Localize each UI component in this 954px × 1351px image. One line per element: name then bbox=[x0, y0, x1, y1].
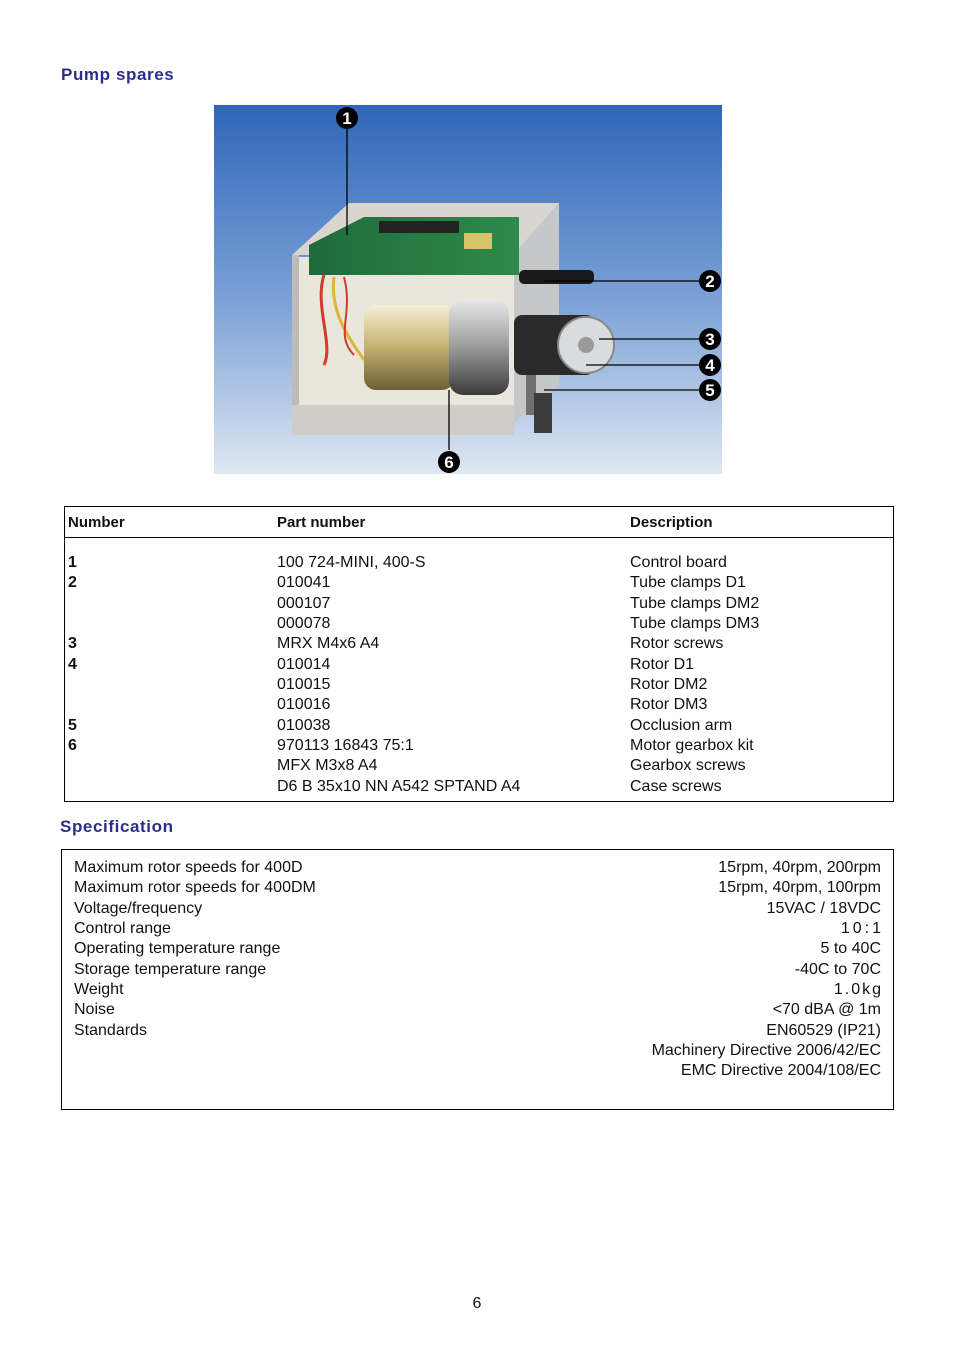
description-cell: Rotor screws bbox=[630, 635, 724, 652]
description-cell: Rotor D1 bbox=[630, 656, 695, 673]
description-cell: Rotor DM3 bbox=[630, 696, 708, 713]
page-number: 6 bbox=[472, 1295, 482, 1312]
part-number-cell: 000107 bbox=[277, 595, 331, 612]
column-header-description: Description bbox=[630, 514, 713, 531]
table-row bbox=[65, 736, 893, 756]
svg-text:3: 3 bbox=[705, 330, 715, 349]
spec-row bbox=[62, 1000, 893, 1020]
spec-value: Machinery Directive 2006/42/EC bbox=[651, 1042, 881, 1059]
spec-value: 5 to 40C bbox=[820, 940, 881, 957]
spec-value: <70 dBA @ 1m bbox=[772, 1001, 881, 1018]
part-number-cell: 970113 16843 75:1 bbox=[277, 737, 414, 754]
spec-label: Weight bbox=[74, 981, 124, 998]
callout-5 bbox=[699, 379, 721, 401]
callout-2 bbox=[699, 270, 721, 292]
svg-text:2: 2 bbox=[705, 272, 715, 291]
table-row bbox=[65, 756, 893, 776]
description-cell: Tube clamps DM2 bbox=[630, 595, 760, 612]
svg-text:1: 1 bbox=[342, 109, 352, 128]
part-number-index: 5 bbox=[68, 717, 77, 734]
spec-value: 15rpm, 40rpm, 100rpm bbox=[718, 879, 881, 896]
spec-value: EMC Directive 2004/108/EC bbox=[680, 1062, 881, 1079]
part-number-cell: MFX M3x8 A4 bbox=[277, 757, 378, 774]
part-number-index: 6 bbox=[68, 737, 77, 754]
header-divider bbox=[65, 537, 893, 538]
spec-label: Maximum rotor speeds for 400D bbox=[74, 859, 303, 876]
description-cell: Occlusion arm bbox=[630, 717, 733, 734]
table-row bbox=[65, 655, 893, 675]
part-number-cell: 010015 bbox=[277, 676, 331, 693]
pump-cutaway-photo bbox=[214, 105, 722, 474]
part-number-cell: 010041 bbox=[277, 574, 331, 591]
spec-row bbox=[62, 1021, 893, 1041]
table-row bbox=[65, 553, 893, 573]
svg-text:6: 6 bbox=[444, 453, 454, 472]
part-number-cell: D6 B 35x10 NN A542 SPTAND A4 bbox=[277, 778, 521, 795]
table-row bbox=[65, 777, 893, 797]
pump-spares-heading: Pump spares bbox=[61, 65, 175, 84]
part-number-cell: MRX M4x6 A4 bbox=[277, 635, 380, 652]
table-row bbox=[65, 634, 893, 654]
spec-value: -40C to 70C bbox=[794, 961, 881, 978]
spec-label: Storage temperature range bbox=[74, 961, 267, 978]
spec-row bbox=[62, 858, 893, 878]
part-number-cell: 100 724-MINI, 400-S bbox=[277, 554, 426, 571]
spec-label: Noise bbox=[74, 1001, 115, 1018]
table-row bbox=[65, 675, 893, 695]
spec-label: Maximum rotor speeds for 400DM bbox=[74, 879, 316, 896]
table-row bbox=[65, 594, 893, 614]
specification-box bbox=[61, 849, 894, 1110]
description-cell: Tube clamps DM3 bbox=[630, 615, 760, 632]
spec-label: Operating temperature range bbox=[74, 940, 281, 957]
callout-4 bbox=[699, 354, 721, 376]
description-cell: Rotor DM2 bbox=[630, 676, 708, 693]
table-row bbox=[65, 614, 893, 634]
spec-label: Control range bbox=[74, 920, 171, 937]
callout-6 bbox=[438, 451, 460, 473]
spec-value: 1.0kg bbox=[833, 981, 883, 998]
part-number-index: 2 bbox=[68, 574, 77, 591]
spec-value: 10:1 bbox=[840, 920, 884, 937]
spec-row bbox=[62, 980, 893, 1000]
part-number-index: 1 bbox=[68, 554, 77, 571]
spec-row bbox=[62, 960, 893, 980]
spec-row bbox=[62, 919, 893, 939]
part-number-cell: 010016 bbox=[277, 696, 331, 713]
table-row bbox=[65, 573, 893, 593]
spec-row bbox=[62, 939, 893, 959]
description-cell: Case screws bbox=[630, 778, 722, 795]
svg-text:4: 4 bbox=[705, 356, 715, 375]
callout-3 bbox=[699, 328, 721, 350]
description-cell: Gearbox screws bbox=[630, 757, 746, 774]
spec-value: 15VAC / 18VDC bbox=[766, 900, 881, 917]
callout-1 bbox=[336, 107, 358, 129]
spec-label: Voltage/frequency bbox=[74, 900, 203, 917]
part-number-cell: 010038 bbox=[277, 717, 331, 734]
spec-row bbox=[62, 878, 893, 898]
specification-heading: Specification bbox=[60, 817, 174, 836]
spec-label: Standards bbox=[74, 1022, 147, 1039]
spares-table bbox=[64, 506, 894, 802]
description-cell: Control board bbox=[630, 554, 727, 571]
description-cell: Motor gearbox kit bbox=[630, 737, 754, 754]
column-header-part-number: Part number bbox=[277, 514, 366, 531]
part-number-index: 4 bbox=[68, 656, 77, 673]
part-number-index: 3 bbox=[68, 635, 77, 652]
spec-value: 15rpm, 40rpm, 200rpm bbox=[718, 859, 881, 876]
spec-row bbox=[62, 1061, 893, 1081]
table-row bbox=[65, 695, 893, 715]
spec-value: EN60529 (IP21) bbox=[766, 1022, 881, 1039]
spec-row bbox=[62, 1041, 893, 1061]
description-cell: Tube clamps D1 bbox=[630, 574, 746, 591]
part-number-cell: 010014 bbox=[277, 656, 331, 673]
column-header-number: Number bbox=[68, 514, 125, 531]
part-number-cell: 000078 bbox=[277, 615, 331, 632]
spec-row bbox=[62, 899, 893, 919]
table-row bbox=[65, 716, 893, 736]
svg-text:5: 5 bbox=[705, 381, 715, 400]
